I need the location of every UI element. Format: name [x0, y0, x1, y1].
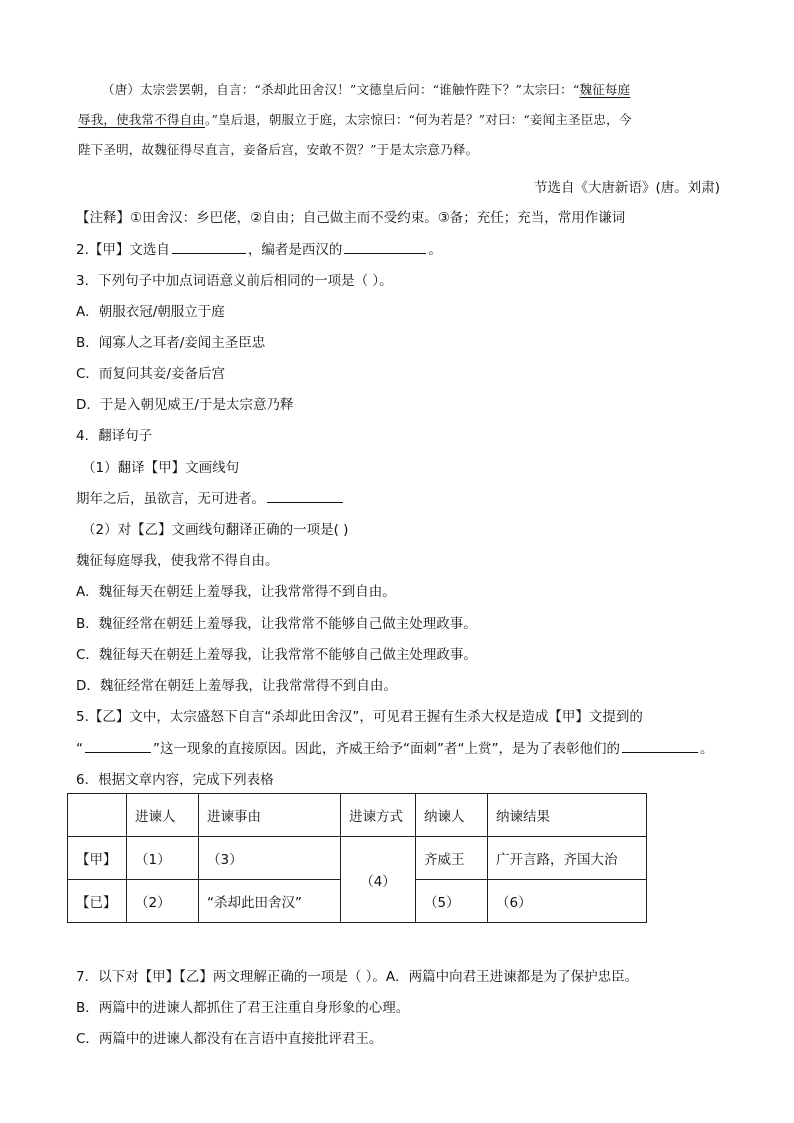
table-row: [68, 837, 647, 880]
table-header-row: [68, 794, 647, 837]
answer-table: [67, 793, 647, 923]
underlined-sentence: 魏征每庭: [579, 82, 631, 97]
question-4-sub2: （2）对【乙】文画线句翻译正确的一项是( ): [82, 522, 349, 538]
table-cell: “杀却此田舍汉”: [199, 880, 341, 923]
table-header-cell: 纳谏人: [416, 794, 488, 837]
option-c[interactable]: C．魏征每天在朝廷上羞辱我，让我常常不能够自己做主处理政事。: [76, 647, 477, 663]
option-b[interactable]: B．闻寡人之耳者/妾闻主圣臣忠: [76, 335, 266, 351]
passage-text: 。”皇后退，朝服立于庭，太宗惊曰：“何为若是？”对曰：“妾闻主圣臣忠，今: [205, 112, 632, 127]
passage-text: （唐）太宗尝罢朝，自言：“杀却此田舍汉！”文德皇后问：“谁触忤陛下？”太宗曰：“: [102, 82, 580, 97]
table-cell[interactable]: （4）: [341, 837, 416, 923]
question-6-stem: 6．根据文章内容，完成下列表格: [76, 772, 274, 788]
option-a[interactable]: A．魏征每天在朝廷上羞辱我，让我常常得不到自由。: [76, 584, 396, 600]
passage-text: 陛下圣明，故魏征得尽直言，妾备后宫，安敢不贺？”于是太宗意乃释。: [78, 142, 479, 157]
question-7-stem: 7．以下对【甲】【乙】两文理解正确的一项是（ ）。A．两篇中向君王进谏都是为了保护忠臣。: [76, 969, 639, 985]
question-4-stem: 4．翻译句子: [76, 428, 153, 444]
option-c[interactable]: C．两篇中的进谏人都没有在言语中直接批评君王。: [76, 1031, 383, 1047]
answer-blank[interactable]: [344, 241, 426, 254]
option-b[interactable]: B．两篇中的进谏人都抓住了君王注重自身形象的心理。: [76, 1000, 410, 1016]
table-cell[interactable]: （1）: [127, 837, 199, 880]
table-header-cell: 进谏方式: [341, 794, 416, 837]
table-cell: 广开言路，齐国大治: [488, 837, 647, 880]
question-5-line2: “ ”这一现象的直接原因。因此，齐威王给予“面刺”者“上赏”，是为了表彰他们的 。: [76, 741, 714, 757]
answer-blank[interactable]: [85, 740, 151, 753]
table-cell[interactable]: （2）: [127, 880, 199, 923]
question-3-stem: 3．下列句子中加点词语意义前后相同的一项是（ ）。: [76, 273, 393, 289]
question-5-line1: 5.【乙】文中，太宗盛怒下自言“杀却此田舍汉”，可见君王握有生杀大权是造成【甲】文提到的: [76, 709, 643, 725]
underlined-sentence: 辱我，使我常不得自由: [78, 112, 206, 127]
passage-paragraph: [78, 75, 720, 165]
option-d[interactable]: D．魏征经常在朝廷上羞辱我，让我常常得不到自由。: [76, 678, 397, 694]
table-cell: 【甲】: [68, 837, 127, 880]
table-header-cell: 纳谏结果: [488, 794, 647, 837]
option-a[interactable]: A．朝服衣冠/朝服立于庭: [76, 304, 225, 320]
answer-blank[interactable]: [172, 241, 246, 254]
table-cell: 齐威王: [416, 837, 488, 880]
question-4-sub1: （1）翻译【甲】文画线句: [82, 460, 240, 476]
table-cell[interactable]: （3）: [199, 837, 341, 880]
table-header-cell: 进谏人: [127, 794, 199, 837]
answer-blank[interactable]: [267, 490, 343, 503]
table-cell[interactable]: （5）: [416, 880, 488, 923]
answer-blank[interactable]: [622, 740, 698, 753]
question-4-sub1-text: 期年之后，虽欲言，无可进者。: [76, 487, 345, 507]
table-header-cell: 进谏事由: [199, 794, 341, 837]
table-cell[interactable]: （6）: [488, 880, 647, 923]
option-c[interactable]: C．而复问其妾/妾备后宫: [76, 366, 225, 382]
option-b[interactable]: B．魏征经常在朝廷上羞辱我，让我常常不能够自己做主处理政事。: [76, 616, 477, 632]
question-2: 2.【甲】文选自 ，编者是西汉的 。: [76, 242, 442, 258]
annotation-note: 【注释】①田舍汉：乡巴佬，②自由；自己做主而不受约束。③备；充任；充当，常用作谦词: [76, 210, 626, 226]
option-d[interactable]: D．于是入朝见威王/于是太宗意乃释: [76, 397, 294, 413]
question-4-sub2-text: 魏征每庭辱我，使我常不得自由。: [76, 553, 279, 569]
passage-source: 节选自《大唐新语》(唐。刘肃): [533, 180, 720, 196]
table-cell: 【已】: [68, 880, 127, 923]
